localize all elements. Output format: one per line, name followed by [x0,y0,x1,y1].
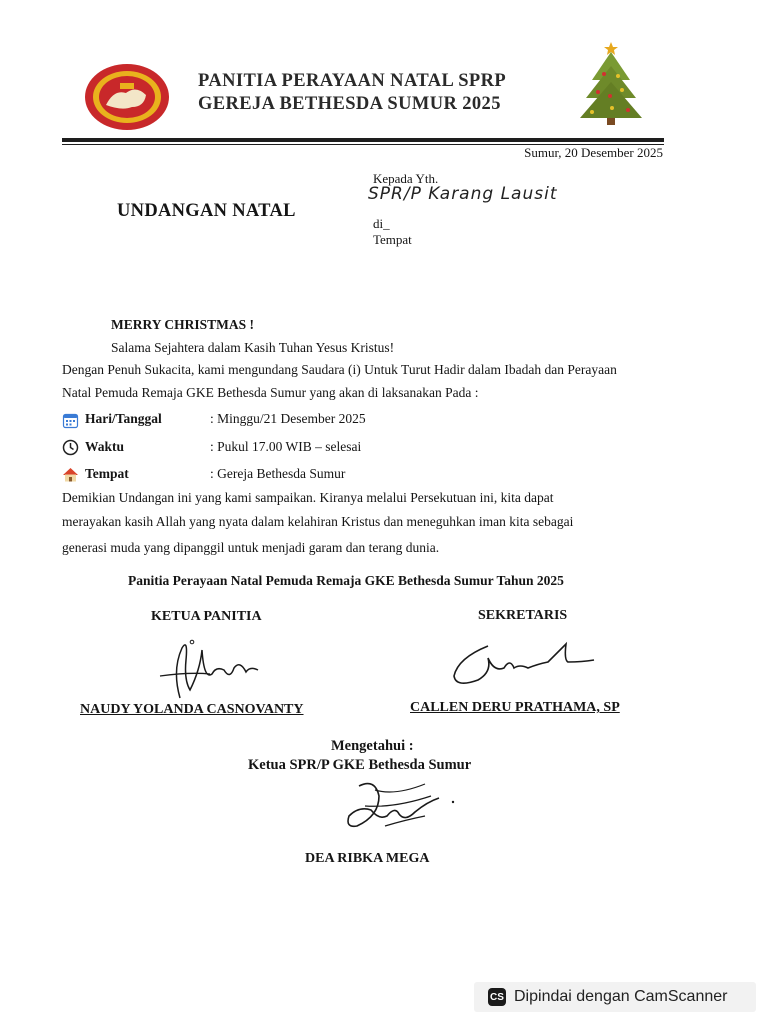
header-title-line2: GEREJA BETHESDA SUMUR 2025 [198,94,501,114]
salam-line: Salama Sejahtera dalam Kasih Tuhan Yesus Kristus! [111,340,395,355]
mengetahui-signature [335,776,465,842]
mengetahui-name: DEA RIBKA MEGA [305,851,430,866]
organization-logo [84,63,170,131]
closing-line-2: merayakan kasih Allah yang nyata dalam kelahiran Kristus dan meneguhkan iman kita sebagai [62,514,574,529]
header-title-line1: PANITIA PERAYAAN NATAL SPRP [198,71,507,91]
sekretaris-role: SEKRETARIS [478,608,568,623]
recipient-salutation: Kepada Yth. [373,171,439,186]
house-icon [62,466,79,483]
camscanner-text: Dipindai dengan CamScanner [514,988,728,1005]
mengetahui-label: Mengetahui : [331,738,414,754]
camscanner-logo-icon: CS [488,988,506,1006]
detail-value-place: : Gereja Bethesda Sumur [210,466,346,481]
sekretaris-name: CALLEN DERU PRATHAMA, SP [410,700,620,715]
intro-line-1: Dengan Penuh Sukacita, kami mengundang Saudara (i) Untuk Turut Hadir dalam Ibadah dan Perayaan [62,362,617,377]
detail-label-place: Tempat [85,466,129,481]
closing-line-1: Demikian Undangan ini yang kami sampaikan. Kiranya melalui Persekutuan ini, kita dapat [62,490,554,505]
greeting: MERRY CHRISTMAS ! [111,317,255,332]
ketua-role: KETUA PANITIA [151,609,262,624]
detail-value-date: : Minggu/21 Desember 2025 [210,411,366,426]
detail-value-time: : Pukul 17.00 WIB – selesai [210,439,362,454]
letter-date: Sumur, 20 Desember 2025 [524,145,663,160]
mengetahui-role: Ketua SPR/P GKE Bethesda Sumur [248,757,472,773]
recipient-place: Tempat [373,232,412,247]
calendar-icon [62,412,79,429]
header-divider-thick [62,138,664,142]
detail-label-time: Waktu [85,439,125,454]
sekretaris-signature [448,638,598,690]
camscanner-badge [474,982,756,1012]
closing-line-3: generasi muda yang dipanggil untuk menjadi garam dan terang dunia. [62,540,440,555]
recipient-name-handwritten: SPR/P Karang Lausit [368,184,558,204]
detail-label-date: Hari/Tanggal [85,411,162,426]
christmas-tree-icon [574,40,648,126]
intro-line-2: Natal Pemuda Remaja GKE Bethesda Sumur yang akan di laksanakan Pada : [62,385,479,400]
recipient-di: di_ [373,216,390,231]
document-title: UNDANGAN NATAL [117,201,296,221]
ketua-signature [150,630,270,702]
ketua-name: NAUDY YOLANDA CASNOVANTY [80,702,304,717]
committee-line: Panitia Perayaan Natal Pemuda Remaja GKE Bethesda Sumur Tahun 2025 [128,573,564,588]
clock-icon [62,439,79,456]
